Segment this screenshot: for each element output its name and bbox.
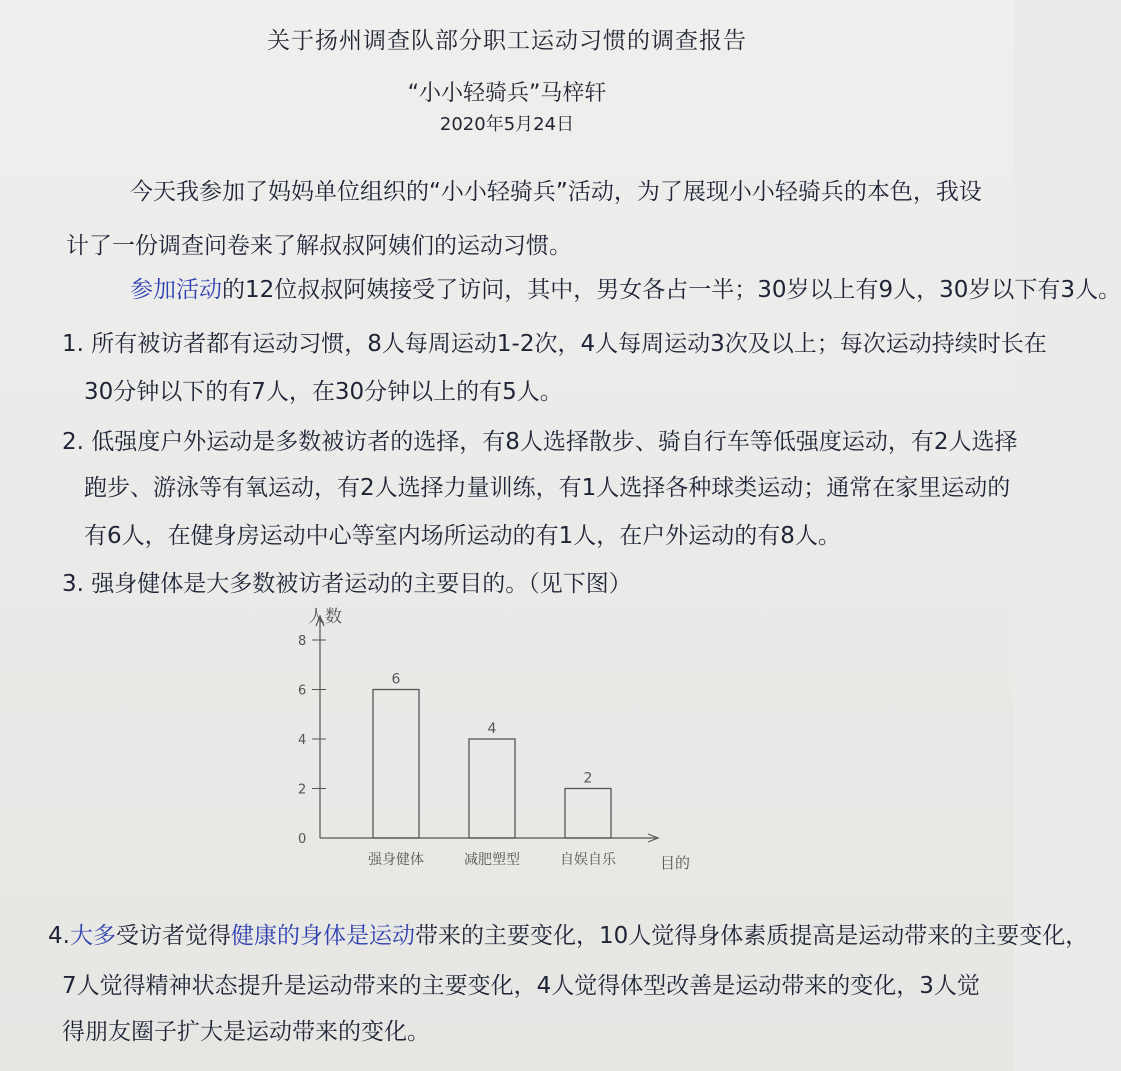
- item-4-line-1: [48, 922, 1088, 950]
- item-4-highlight-a: 大多: [69, 923, 116, 949]
- report-author: “小小轻骑兵”马梓轩: [407, 81, 607, 106]
- intro-line-1: 今天我参加了妈妈单位组织的“小小轻骑兵”活动，为了展现小小轻骑兵的本色，我设: [130, 179, 982, 205]
- bar: [373, 690, 419, 839]
- bar: [469, 739, 515, 838]
- item-4-prefix: 4.: [48, 923, 70, 949]
- intro-line-2: 计了一份调查问卷来了解叔叔阿姨们的运动习惯。: [66, 233, 572, 259]
- x-tick-label: 减肥塑型: [464, 852, 520, 868]
- bar-data-label: 2: [583, 770, 593, 787]
- item-4-line-2: 7人觉得精神状态提升是运动带来的主要变化，4人觉得体型改善是运动带来的变化，3人觉: [62, 973, 980, 999]
- x-axis-label: 目的: [660, 854, 691, 872]
- purpose-bar-chart: [290, 600, 710, 890]
- report-date: 2020年5月24日: [439, 114, 575, 135]
- report-title: 关于扬州调查队部分职工运动习惯的调查报告: [267, 28, 747, 54]
- item-4-line-3: 得朋友圈子扩大是运动带来的变化。: [62, 1019, 430, 1045]
- participants-text: 的12位叔叔阿姨接受了访问，其中，男女各占一半；30岁以上有9人，30岁以下有3人。: [222, 277, 1121, 303]
- item-1-line-1: 1. 所有被访者都有运动习惯，8人每周运动1-2次，4人每周运动3次及以上；每次运动持续时长在: [62, 331, 1047, 357]
- bar-data-label: 6: [391, 671, 401, 688]
- x-tick-label: 自娱自乐: [560, 852, 616, 868]
- y-tick-label: 4: [298, 733, 307, 748]
- item-2-line-3: 有6人，在健身房运动中心等室内场所运动的有1人，在户外运动的有8人。: [84, 523, 841, 549]
- item-2-line-1: 2. 低强度户外运动是多数被访者的选择，有8人选择散步、骑自行车等低强度运动，有2人选择: [62, 429, 1018, 455]
- chart-svg: [290, 600, 710, 890]
- y-tick-label: 6: [298, 683, 307, 699]
- item-2-line-2: 跑步、游泳等有氧运动，有2人选择力量训练，有1人选择各种球类运动；通常在家里运动的: [84, 475, 1011, 501]
- y-tick-label: 8: [298, 634, 307, 649]
- item-4-line-1-rest: 带来的主要变化，10人觉得身体素质提高是运动带来的主要变化，: [414, 923, 1089, 949]
- y-tick-label: 2: [298, 782, 307, 798]
- participants-highlight: 参加活动: [130, 277, 222, 303]
- y-tick-label: 0: [298, 832, 307, 847]
- item-3-line-1: 3. 强身健体是大多数被访者运动的主要目的。（见下图）: [62, 571, 632, 597]
- item-4-highlight-b: 健康的身体是运动: [230, 923, 415, 949]
- item-4-mid: 受访者觉得: [115, 923, 231, 949]
- participants-line: [130, 276, 1121, 304]
- item-1-line-2: 30分钟以下的有7人，在30分钟以上的有5人。: [84, 379, 563, 405]
- bar-data-label: 4: [487, 721, 497, 737]
- bar: [565, 789, 611, 839]
- x-tick-label: 强身健体: [368, 852, 424, 868]
- y-axis-label: 人数: [308, 607, 342, 627]
